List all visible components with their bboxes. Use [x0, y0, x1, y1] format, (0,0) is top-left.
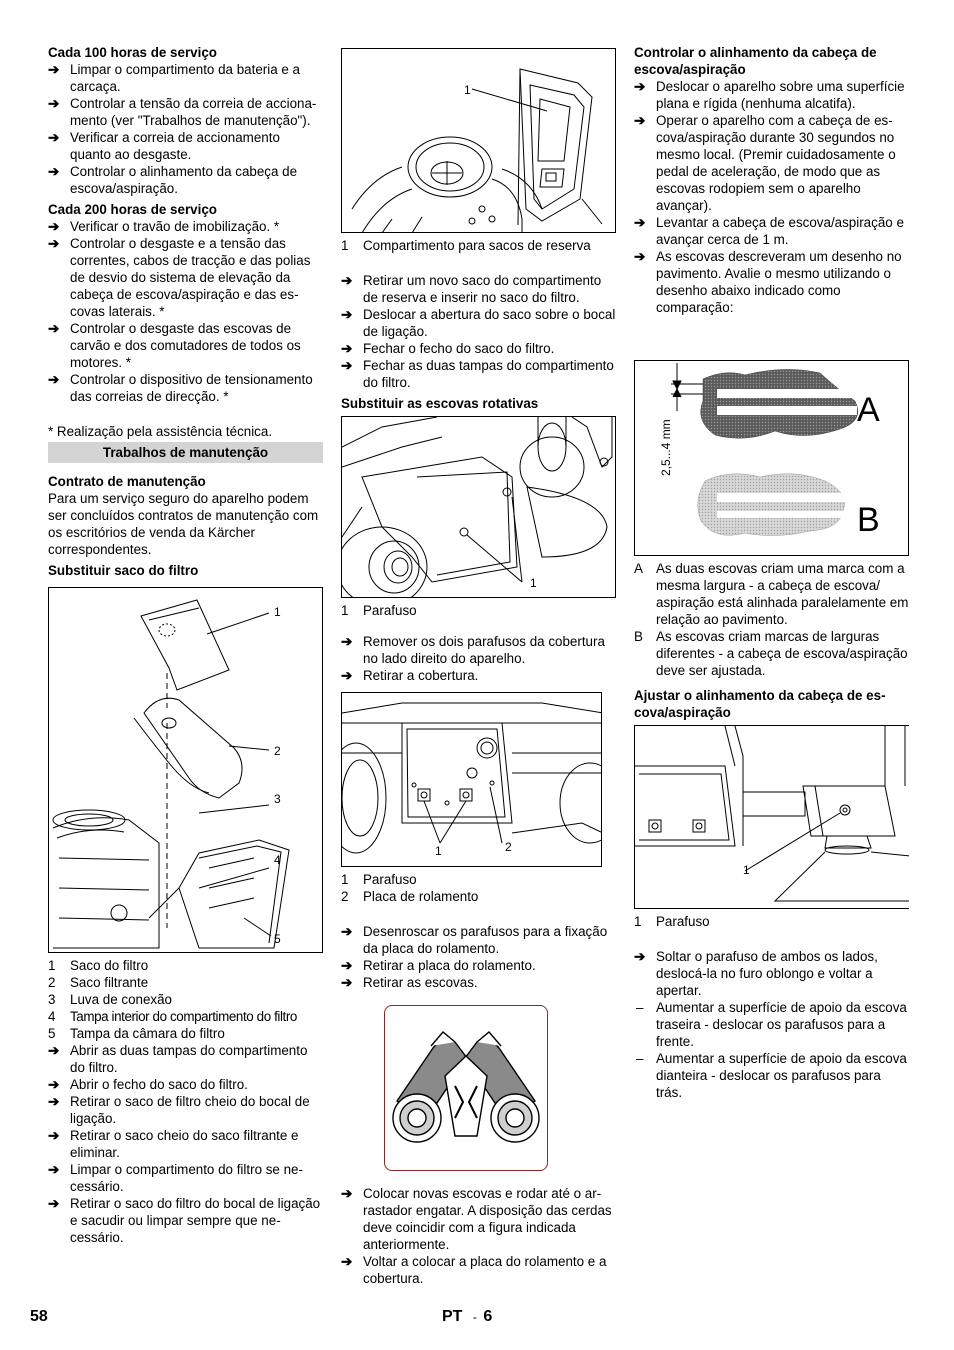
figure-callout: 4 [274, 853, 281, 867]
list-item: ➔ Limpar o compartimento da bateria e a carcaça. [48, 62, 300, 94]
arrow-icon: ➔ [341, 924, 353, 939]
figure-brush-marks [634, 360, 909, 556]
mark-b-label: B [857, 501, 880, 539]
dash-icon: – [636, 1051, 644, 1066]
figure-callout: 5 [274, 932, 281, 946]
arrow-icon: ➔ [341, 975, 353, 990]
heading-replace-brushes: Substituir as escovas rotativas [341, 396, 539, 411]
heading-adjust-alignment: Ajustar o alinhamento da cabeça de escova/aspiração [634, 688, 886, 720]
brush-marks-illustration [635, 361, 909, 556]
list-item: ➔ Voltar a colocar a placa do rolamento e a cobertura. [341, 1254, 607, 1286]
list-item: ➔ Controlar o desgaste e a tensão das correntes, cabos de tracção e das polias de desvio do sistema de elevação da cabeça de escova/aspiração e das escovas laterais. * [48, 236, 311, 319]
figure-callout: 3 [274, 792, 281, 806]
list-item: ➔ Abrir o fecho do saco do filtro. [48, 1077, 248, 1092]
reserve-compartment-illustration [342, 49, 616, 232]
arrow-icon: ➔ [634, 249, 646, 264]
arrow-icon: ➔ [634, 215, 646, 230]
figure-reserve-compartment [341, 48, 616, 232]
arrow-icon: ➔ [341, 668, 353, 683]
column-2 [341, 44, 616, 1287]
legend-item: A As duas escovas criam uma marca com a mesma largura - a cabeça de escova/ aspiração está alinhada paralelamente em relação ao pavimento. [634, 561, 909, 627]
paragraph-contract: Para um serviço seguro do aparelho podem ser concluídos contratos de manutenção com os escritórios de venda da Kärcher correspondentes. [48, 491, 319, 557]
arrow-icon: ➔ [341, 341, 353, 356]
list-item: – Aumentar a superfície de apoio da escova traseira - deslocar os parafusos para a frente. [636, 1000, 907, 1049]
figure-adjust-screw [634, 725, 909, 909]
list-item: ➔ Deslocar o aparelho sobre uma superfície plana e rígida (nenhuma alcatifa). [634, 79, 905, 111]
list-item: ➔ As escovas descreveram um desenho no pavimento. Avalie o mesmo utilizando o desenho abaixo indicado como comparação: [634, 249, 902, 315]
page-number: 58 [30, 1308, 48, 1325]
heading-check-alignment: Controlar o alinhamento da cabeça de escova/aspiração [634, 45, 877, 77]
figure-callout: 1 [435, 844, 442, 858]
cover-screws-illustration [342, 417, 616, 598]
arrow-icon: ➔ [48, 372, 60, 387]
legend-item: 1 Saco do filtro [48, 958, 149, 973]
legend-item: 4 Tampa interior do compartimento do filtro [48, 1009, 297, 1024]
list-item: ➔ Abrir as duas tampas do compartimento do filtro. [48, 1043, 308, 1075]
arrow-icon: ➔ [341, 358, 353, 373]
figure-callout: 2 [505, 840, 512, 854]
figure-callout: 1 [274, 605, 281, 619]
arrow-icon: ➔ [48, 130, 60, 145]
legend-item: 1 Compartimento para sacos de reserva [341, 238, 591, 253]
list-item: ➔ Fechar o fecho do saco do filtro. [341, 341, 555, 356]
adjust-screw-illustration [635, 726, 909, 909]
legend-item: 3 Luva de conexão [48, 992, 172, 1007]
list-item: ➔ Retirar o saco de filtro cheio do bocal de ligação. [48, 1094, 310, 1126]
list-item: ➔ Retirar o saco cheio do saco filtrante e eliminar. [48, 1128, 299, 1160]
section-bar: Trabalhos de manutenção [48, 442, 323, 463]
figure-callout: 1 [530, 576, 537, 590]
list-item: – Aumentar a superfície de apoio da escova dianteira - deslocar os parafusos para trás. [636, 1051, 907, 1100]
footnote: * Realização pela assistência técnica. [48, 424, 273, 439]
arrow-icon: ➔ [48, 1094, 60, 1109]
arrow-icon: ➔ [341, 307, 353, 322]
list-item: ➔ Retirar a placa do rolamento. [341, 958, 536, 973]
dash-icon: – [636, 1000, 644, 1015]
filter-bag-illustration [49, 588, 323, 953]
arrow-icon: ➔ [341, 634, 353, 649]
figure-callout: 1 [743, 863, 750, 877]
bearing-plate-illustration [342, 693, 602, 867]
arrow-icon: ➔ [48, 96, 60, 111]
legend-item: 5 Tampa da câmara do filtro [48, 1026, 225, 1041]
list-item: ➔ Retirar a cobertura. [341, 668, 479, 683]
language-code: PT - 6 [442, 1308, 493, 1325]
arrow-icon: ➔ [48, 1128, 60, 1143]
figure-bearing-plate [341, 692, 602, 867]
legend-item: 1 Parafuso [634, 914, 710, 929]
list-item: ➔ Verificar a correia de accionamento quanto ao desgaste. [48, 130, 280, 162]
arrow-icon: ➔ [634, 79, 646, 94]
column-3 [634, 44, 909, 1101]
list-item: ➔ Desenroscar os parafusos para a fixação da placa do rolamento. [341, 924, 608, 956]
column-1 [48, 44, 323, 1246]
brush-arrangement-illustration [385, 1006, 547, 1170]
list-item: ➔ Retirar o saco do filtro do bocal de ligação e sacudir ou limpar sempre que necessário. [48, 1196, 321, 1245]
figure-callout: 2 [274, 744, 281, 758]
list-item: ➔ Remover os dois parafusos da cobertura no lado direito do aparelho. [341, 634, 605, 666]
figure-cover-screws [341, 416, 616, 598]
list-item: ➔ Levantar a cabeça de escova/aspiração e avançar cerca de 1 m. [634, 215, 904, 247]
arrow-icon: ➔ [48, 164, 60, 179]
figure-filter-bag [48, 587, 323, 953]
legend-item: 2 Saco filtrante [48, 975, 149, 990]
list-item: ➔ Controlar a tensão da correia de accionamento (ver "Trabalhos de manutenção"). [48, 96, 317, 128]
legend-item: 2 Placa de rolamento [341, 889, 479, 904]
mark-a-label: A [857, 391, 880, 429]
list-item: ➔ Retirar as escovas. [341, 975, 478, 990]
arrow-icon: ➔ [341, 958, 353, 973]
list-item: ➔ Verificar o travão de imobilização. * [48, 219, 280, 234]
arrow-icon: ➔ [48, 321, 60, 336]
heading-200h: Cada 200 horas de serviço [48, 202, 217, 217]
legend-item: B As escovas criam marcas de larguras diferentes - a cabeça de escova/aspiração deve ser ajustada. [634, 629, 908, 678]
list-item: ➔ Soltar o parafuso de ambos os lados, deslocá-la no furo oblongo e voltar a apertar. [634, 949, 878, 998]
arrow-icon: ➔ [634, 113, 646, 128]
arrow-icon: ➔ [634, 949, 646, 964]
heading-filter-bag: Substituir saco do filtro [48, 563, 199, 578]
list-item: ➔ Operar o aparelho com a cabeça de escova/aspiração durante 30 segundos no mesmo local. (Premir cuidadosamente o pedal de aceleração, de modo que as escovas rodopiem sem o aparelho avançar). [634, 113, 896, 213]
list-item: ➔ Fechar as duas tampas do compartimento do filtro. [341, 358, 614, 390]
list-item: ➔ Controlar o desgaste das escovas de carvão e dos comutadores de todos os motores. * [48, 321, 301, 370]
arrow-icon: ➔ [341, 273, 353, 288]
arrow-icon: ➔ [48, 219, 60, 234]
legend-item: 1 Parafuso [341, 872, 417, 887]
arrow-icon: ➔ [341, 1254, 353, 1269]
list-item: ➔ Deslocar a abertura do saco sobre o bocal de ligação. [341, 307, 616, 339]
arrow-icon: ➔ [48, 62, 60, 77]
arrow-icon: ➔ [48, 1043, 60, 1058]
heading-100h: Cada 100 horas de serviço [48, 45, 217, 60]
figure-callout: 1 [464, 83, 471, 97]
list-item: ➔ Controlar o alinhamento da cabeça de escova/aspiração. [48, 164, 298, 196]
list-item: ➔ Colocar novas escovas e rodar até o arrastador engatar. A disposição das cerdas deve coincidir com a figura indicada anteriormente. [341, 1186, 612, 1252]
heading-contract: Contrato de manutenção [48, 474, 206, 489]
arrow-icon: ➔ [48, 1196, 60, 1211]
arrow-icon: ➔ [48, 236, 60, 251]
arrow-icon: ➔ [48, 1077, 60, 1092]
list-item: ➔ Controlar o dispositivo de tensionamento das correias de direcção. * [48, 372, 313, 404]
dimension-label: 2,5...4 mm [659, 419, 673, 476]
arrow-icon: ➔ [48, 1162, 60, 1177]
legend-item: 1 Parafuso [341, 603, 417, 618]
list-item: ➔ Limpar o compartimento do filtro se necessário. [48, 1162, 303, 1194]
list-item: ➔ Retirar um novo saco do compartimento de reserva e inserir no saco do filtro. [341, 273, 602, 305]
arrow-icon: ➔ [341, 1186, 353, 1201]
figure-brush-arrangement [384, 1005, 548, 1171]
